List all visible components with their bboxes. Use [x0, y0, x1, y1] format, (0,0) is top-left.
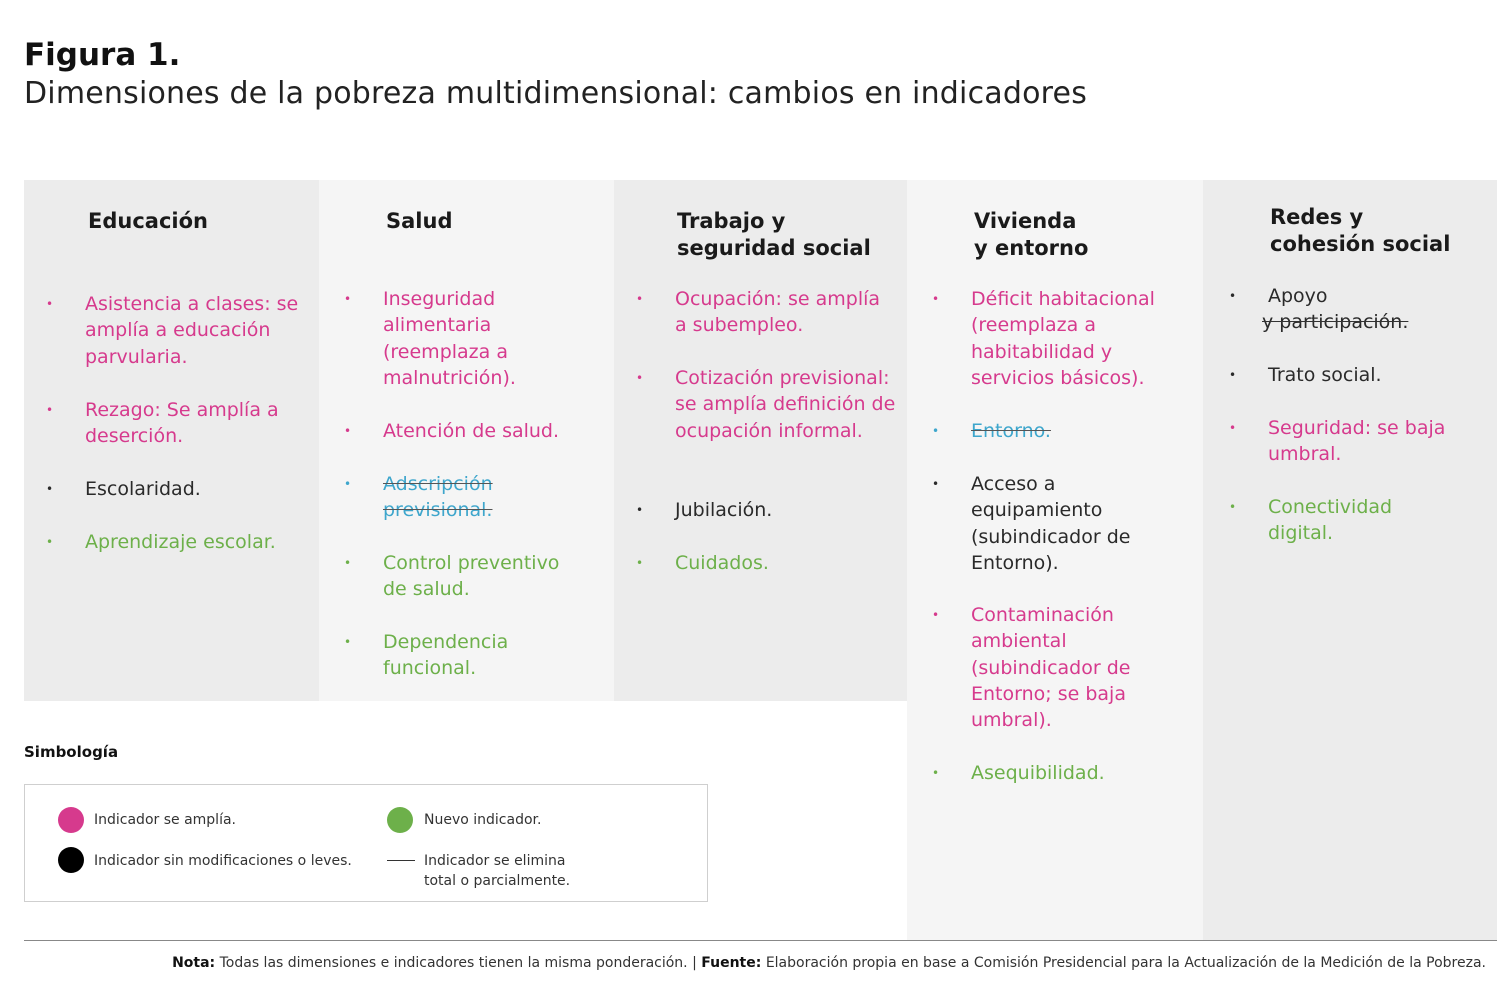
column-vivienda	[907, 180, 1203, 940]
bullet-icon: •	[344, 477, 352, 491]
indicator-item: • Conectividad digital.	[1229, 496, 1393, 545]
magenta-dot-icon	[58, 807, 84, 833]
bullet-icon: •	[46, 482, 54, 496]
bullet-icon: •	[46, 535, 54, 549]
indicator-item: • Seguridad: se baja umbral.	[1229, 417, 1446, 466]
bullet-icon: •	[344, 292, 352, 306]
indicator-item: • Atención de salud.	[383, 418, 603, 444]
indicator-item: • Apoyo y participación.	[1229, 285, 1409, 334]
indicator-item: • Déficit habitacional (reemplaza a habitabilidad y servicios básicos).	[932, 288, 1155, 389]
bullet-icon: •	[344, 424, 352, 438]
figure-title-block	[24, 36, 1087, 114]
bullet-icon: •	[1229, 289, 1237, 303]
line-icon	[387, 860, 415, 861]
bullet-icon: •	[344, 635, 352, 649]
bullet-icon: •	[1229, 368, 1237, 382]
legend-entry-amplia: Indicador se amplía.	[94, 812, 236, 828]
indicator-item: • Asequibilidad.	[971, 760, 1171, 786]
bullet-icon: •	[932, 608, 940, 622]
indicator-item: • Escolaridad.	[85, 476, 305, 502]
black-dot-icon	[58, 847, 84, 873]
footer-separator: |	[692, 955, 697, 971]
fuente-text: Elaboración propia en base a Comisión Presidencial para la Actualización de la Medición de la Pobreza.	[765, 955, 1486, 971]
legend-entry-nuevo: Nuevo indicador.	[424, 812, 542, 828]
bullet-icon: •	[636, 371, 644, 385]
column-header: Redes y cohesión social	[1270, 205, 1451, 256]
indicator-item: • Dependencia funcional.	[344, 631, 509, 680]
figure-title: Dimensiones de la pobreza multidimensional: cambios en indicadores	[24, 76, 1088, 111]
column-educacion	[24, 180, 319, 701]
indicator-item: • Adscripción previsional.	[344, 473, 493, 522]
indicator-item: • Jubilación.	[675, 497, 895, 523]
indicator-item: • Entorno.	[971, 418, 1131, 444]
bullet-icon: •	[344, 556, 352, 570]
indicator-item: • Cuidados.	[675, 550, 895, 576]
footer-note	[172, 955, 1486, 971]
struck-continuation: y participación.	[1262, 311, 1409, 334]
green-dot-icon	[387, 807, 413, 833]
indicator-item: • Acceso a equipamiento (subindicador de Entorno).	[932, 473, 1131, 574]
indicator-item: • Contaminación ambiental (subindicador de Entorno; se baja umbral).	[932, 604, 1131, 732]
column-salud	[319, 180, 614, 701]
bullet-icon: •	[1229, 421, 1237, 435]
indicator-item: • Asistencia a clases: se amplía a educación parvularia.	[46, 293, 299, 368]
indicator-item: • Rezago: Se amplía a deserción.	[46, 399, 279, 448]
column-trabajo	[614, 180, 907, 701]
bullet-icon: •	[932, 292, 940, 306]
footer-rule	[24, 940, 1497, 941]
bullet-icon: •	[636, 556, 644, 570]
nota-label: Nota:	[172, 955, 216, 971]
bullet-icon: •	[1229, 500, 1237, 514]
nota-text: Todas las dimensiones e indicadores tienen la misma ponderación.	[219, 955, 688, 971]
legend-entry-sin-modificaciones: Indicador sin modificaciones o leves.	[94, 853, 352, 869]
indicator-item: • Control preventivo de salud.	[344, 552, 560, 601]
legend-box	[24, 784, 708, 902]
bullet-icon: •	[932, 766, 940, 780]
indicator-item: • Aprendizaje escolar.	[85, 529, 305, 555]
column-header: Vivienda y entorno	[974, 209, 1089, 260]
column-header: Trabajo y seguridad social	[677, 209, 871, 260]
column-redes	[1203, 180, 1497, 940]
fuente-label: Fuente:	[701, 955, 762, 971]
bullet-icon: •	[932, 477, 940, 491]
column-header: Educación	[88, 209, 208, 233]
legend-entry-elimina: Indicador se elimina total o parcialmente.	[424, 853, 571, 889]
indicator-item: • Cotización previsional: se amplía definición de ocupación informal.	[636, 367, 896, 442]
indicator-item: • Inseguridad alimentaria (reemplaza a malnutrición).	[344, 288, 516, 389]
bullet-icon: •	[932, 424, 940, 438]
figure-label: Figura 1.	[24, 37, 181, 73]
bullet-icon: •	[46, 403, 54, 417]
bullet-icon: •	[636, 292, 644, 306]
bullet-icon: •	[46, 297, 54, 311]
column-header: Salud	[386, 209, 453, 233]
indicator-item: • Trato social.	[1268, 362, 1468, 388]
indicator-item: • Ocupación: se amplía a subempleo.	[636, 288, 881, 337]
legend-title: Simbología	[24, 743, 119, 761]
bullet-icon: •	[636, 503, 644, 517]
